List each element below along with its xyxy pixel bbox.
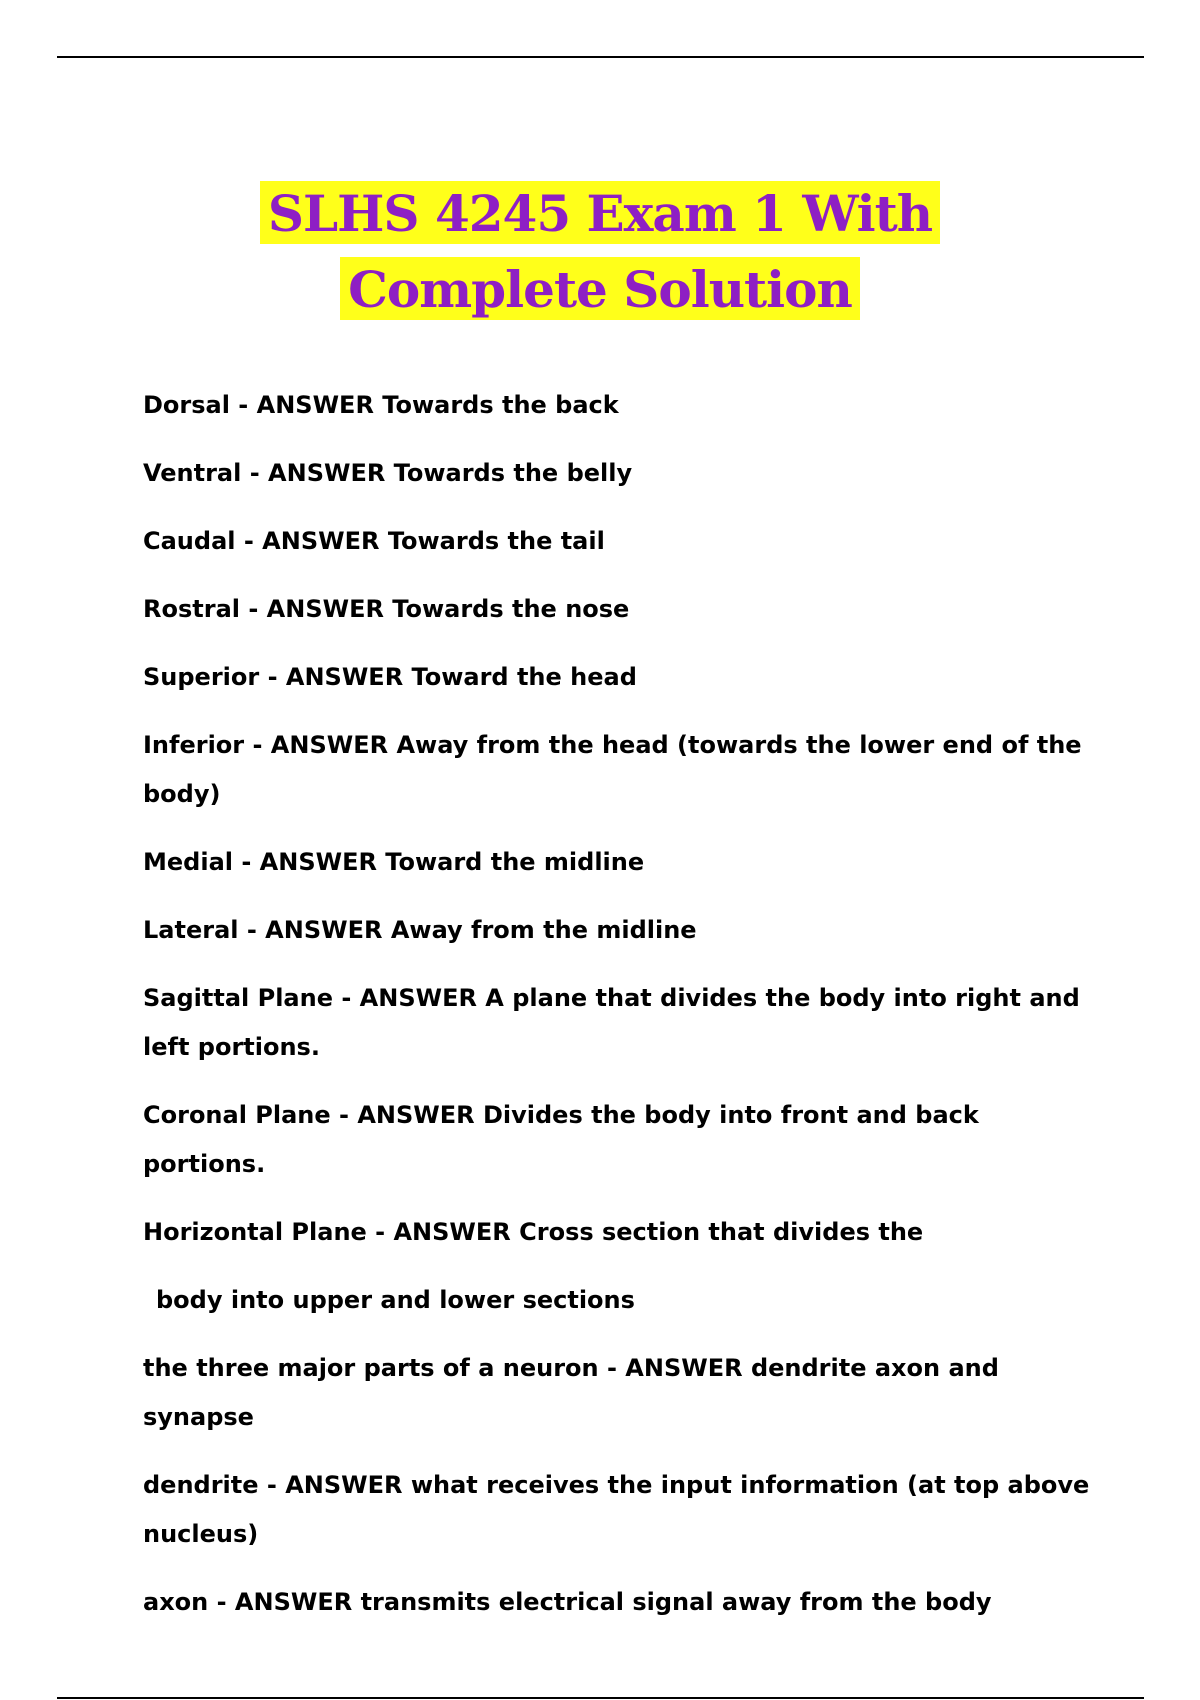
title-line-1: SLHS 4245 Exam 1 With [260, 181, 940, 244]
qa-item-neuron-parts: the three major parts of a neuron - ANSWER dendrite axon and synapse [143, 1354, 999, 1431]
top-rule [57, 56, 1144, 58]
qa-item-superior: Superior - ANSWER Toward the head [143, 663, 637, 691]
qa-item-inferior: Inferior - ANSWER Away from the head (towards the lower end of the body) [143, 731, 1082, 808]
qa-item-horizontal-plane-continued: body into upper and lower sections [156, 1286, 635, 1314]
title-line-2: Complete Solution [340, 257, 860, 320]
bottom-rule [57, 1697, 1144, 1699]
qa-item-axon: axon - ANSWER transmits electrical signal away from the body [143, 1588, 992, 1616]
qa-item-rostral: Rostral - ANSWER Towards the nose [143, 595, 630, 623]
qa-item-lateral: Lateral - ANSWER Away from the midline [143, 916, 697, 944]
qa-item-dendrite: dendrite - ANSWER what receives the input information (at top above nucleus) [143, 1471, 1090, 1548]
qa-item-horizontal-plane: Horizontal Plane - ANSWER Cross section that divides the [143, 1218, 924, 1246]
document-title [0, 176, 1200, 328]
qa-item-sagittal-plane: Sagittal Plane - ANSWER A plane that divides the body into right and left portions. [143, 984, 1080, 1061]
qa-item-medial: Medial - ANSWER Toward the midline [143, 848, 645, 876]
qa-item-coronal-plane: Coronal Plane - ANSWER Divides the body into front and back portions. [143, 1101, 979, 1178]
qa-list [143, 381, 1103, 1646]
qa-item-caudal: Caudal - ANSWER Towards the tail [143, 527, 605, 555]
qa-item-dorsal: Dorsal - ANSWER Towards the back [143, 391, 619, 419]
qa-item-ventral: Ventral - ANSWER Towards the belly [143, 459, 633, 487]
